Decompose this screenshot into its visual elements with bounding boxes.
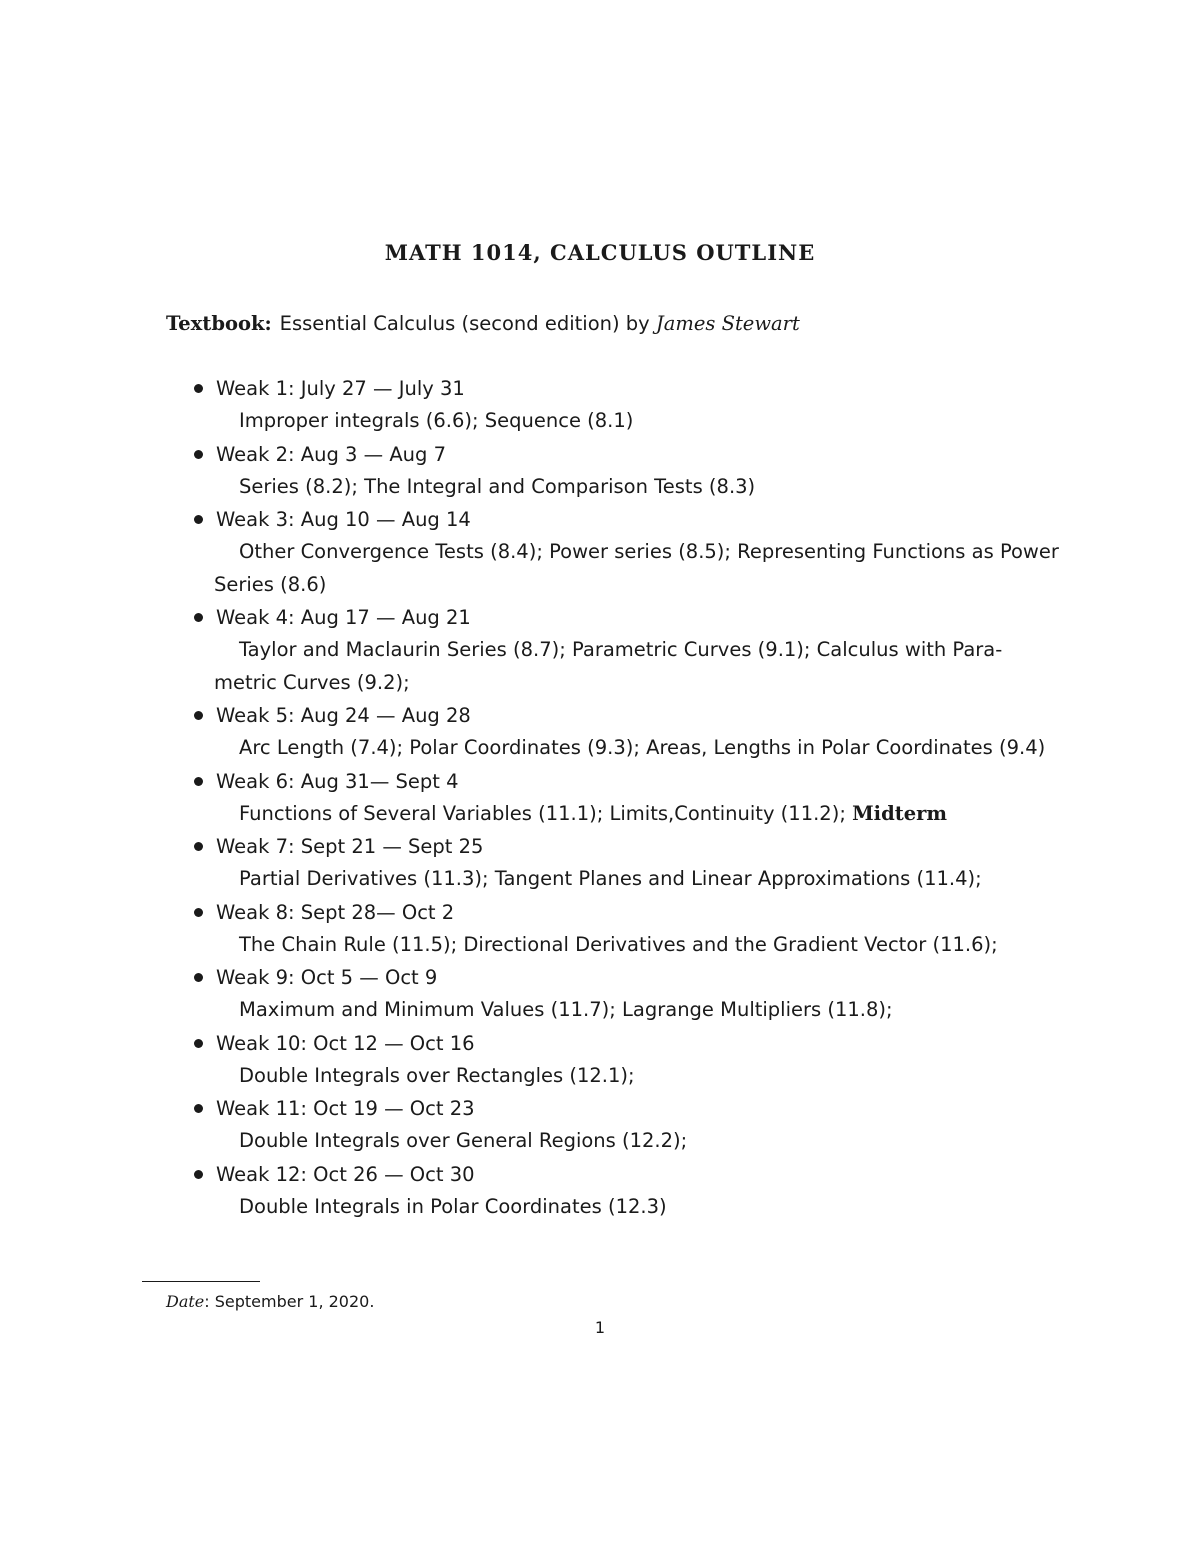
week-heading: Weak 7: Sept 21 — Sept 25 xyxy=(216,835,484,858)
list-item xyxy=(0,372,846,438)
list-item xyxy=(0,765,948,831)
week-topics: Double Integrals over General Regions (12.2); xyxy=(239,1129,688,1152)
week-heading: Weak 2: Aug 3 — Aug 7 xyxy=(216,442,447,466)
bullet-icon xyxy=(194,384,203,393)
bullet-icon xyxy=(194,1170,203,1179)
week-topics: Arc Length (7.4); Polar Coordinates (9.3); Areas, Lengths in Polar Coordinates (9.4) xyxy=(239,736,1046,759)
week-heading: Weak 4: Aug 17 — Aug 21 xyxy=(216,606,471,629)
week-topics: Double Integrals over Rectangles (12.1); xyxy=(239,1063,635,1087)
bullet-icon xyxy=(194,711,203,720)
week-heading: Weak 8: Sept 28— Oct 2 xyxy=(216,900,455,924)
week-heading: Weak 3: Aug 10 — Aug 14 xyxy=(216,508,471,531)
list-item xyxy=(0,830,982,896)
week-heading: Weak 9: Oct 5 — Oct 9 xyxy=(216,966,438,989)
bullet-icon xyxy=(194,842,203,851)
footnote-divider xyxy=(142,1281,260,1282)
week-topics: Other Convergence Tests (8.4); Power series (8.5); Representing Functions as Power Series (8.6) xyxy=(214,540,1059,596)
bullet-icon xyxy=(194,450,203,459)
textbook-line xyxy=(166,312,800,335)
bullet-icon xyxy=(194,1039,203,1048)
week-topics: Functions of Several Variables (11.1); Limits,Continuity (11.2); xyxy=(239,801,846,825)
list-item xyxy=(0,1027,846,1093)
week-heading: Weak 1: July 27 — July 31 xyxy=(216,377,465,400)
bullet-icon xyxy=(194,908,203,917)
week-heading: Weak 11: Oct 19 — Oct 23 xyxy=(216,1097,475,1120)
week-heading: Weak 10: Oct 12 — Oct 16 xyxy=(216,1031,475,1055)
week-topics: Improper integrals (6.6); Sequence (8.1) xyxy=(239,409,634,432)
list-item xyxy=(0,503,1059,601)
list-item xyxy=(0,1092,846,1158)
weekly-schedule-list xyxy=(0,372,1059,1223)
bullet-icon xyxy=(194,1104,203,1113)
bullet-icon xyxy=(194,973,203,982)
footnote-date-value: : September 1, 2020. xyxy=(204,1292,375,1311)
bullet-icon xyxy=(194,613,203,622)
week-topics: Taylor and Maclaurin Series (8.7); Parametric Curves (9.1); Calculus with Para-metric Curves (9.2); xyxy=(214,638,1003,694)
bullet-icon xyxy=(194,515,203,524)
textbook-author: James Stewart xyxy=(655,312,800,335)
textbook-label: Textbook: xyxy=(166,312,272,335)
list-item xyxy=(0,438,846,504)
footnote xyxy=(166,1292,374,1311)
bullet-icon xyxy=(194,777,203,786)
week-topics: Partial Derivatives (11.3); Tangent Planes and Linear Approximations (11.4); xyxy=(239,867,982,890)
week-topics: Maximum and Minimum Values (11.7); Lagrange Multipliers (11.8); xyxy=(239,998,893,1021)
page-number: 1 xyxy=(594,1318,606,1337)
week-heading: Weak 12: Oct 26 — Oct 30 xyxy=(216,1162,475,1186)
list-item xyxy=(0,961,893,1027)
week-topics: Double Integrals in Polar Coordinates (12.3) xyxy=(239,1194,667,1218)
week-heading: Weak 5: Aug 24 — Aug 28 xyxy=(216,704,471,727)
list-item xyxy=(0,601,1003,699)
week-heading: Weak 6: Aug 31— Sept 4 xyxy=(216,769,459,793)
week-topics: Series (8.2); The Integral and Comparison Tests (8.3) xyxy=(239,474,756,498)
list-item xyxy=(0,1158,846,1224)
textbook-title: Essential Calculus (second edition) by xyxy=(279,312,650,335)
document-title: MATH 1014, CALCULUS OUTLINE xyxy=(384,240,816,265)
list-item xyxy=(0,699,1046,765)
week-topics: The Chain Rule (11.5); Directional Derivatives and the Gradient Vector (11.6); xyxy=(239,932,998,956)
list-item xyxy=(0,896,998,962)
footnote-date-label: Date xyxy=(166,1292,205,1311)
midterm-label: Midterm xyxy=(852,801,948,825)
